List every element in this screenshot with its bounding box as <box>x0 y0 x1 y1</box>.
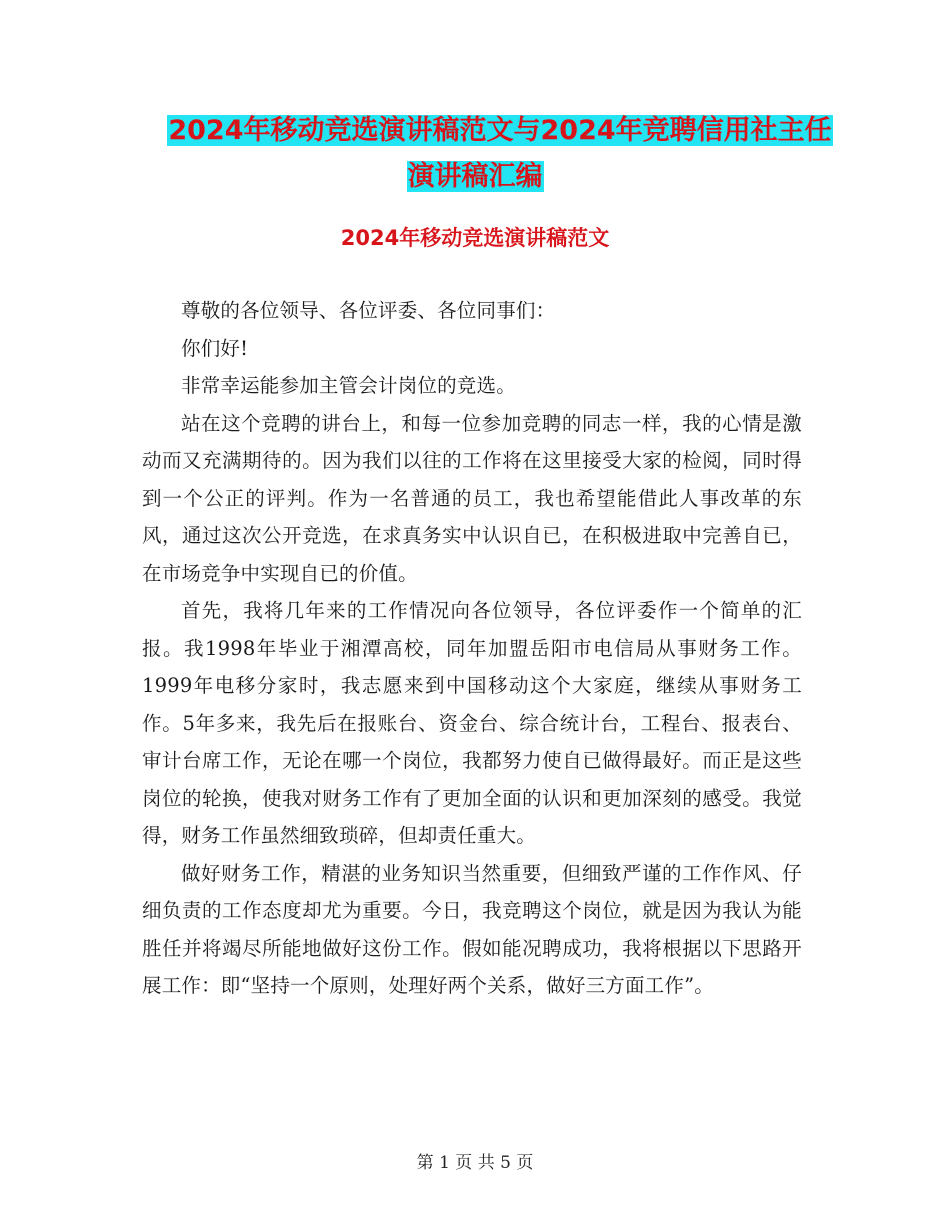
body-paragraph: 首先，我将几年来的工作情况向各位领导，各位评委作一个简单的汇报。我1998年毕业于湘潭高校，同年加盟岳阳市电信局从事财务工作。1999年电移分家时，我志愿来到中国移动这个大家庭，继续从事财务工作。5年多来，我先后在报账台、资金台、综合统计台，工程台、报表台、审计台席工作，无论在哪一个岗位，我都努力使自已做得最好。而正是这些岗位的轮换，使我对财务工作有了更加全面的认识和更加深刻的感受。我觉得，财务工作虽然细致琐碎，但却责任重大。 <box>142 599 802 847</box>
body-paragraph: 站在这个竞聘的讲台上，和每一位参加竞聘的同志一样，我的心情是激动而又充满期待的。因为我们以往的工作将在这里接受大家的检阅，同时得到一个公正的评判。作为一名普通的员工，我也希望能借此人事改革的东风，通过这次公开竞选，在求真务实中认识自已，在积极进取中完善自已，在市场竞争中实现自已的价值。 <box>142 411 802 585</box>
title-highlight: 2024年移动竞选演讲稿范文与2024年竞聘信用社主任 <box>168 115 832 146</box>
body-paragraph: 非常幸运能参加主管会计岗位的竞选。 <box>181 374 516 397</box>
page-number-footer: 第 1 页 共 5 页 <box>416 1153 534 1173</box>
title-highlight: 演讲稿汇编 <box>407 161 543 192</box>
document-title-line-2 <box>0 154 950 200</box>
section-title: 2024年移动竞选演讲稿范文 <box>340 226 610 250</box>
salutation-paragraph: 尊敬的各位领导、各位评委、各位同事们： <box>181 299 556 322</box>
document-title <box>0 108 950 200</box>
body-paragraph: 做好财务工作，精湛的业务知识当然重要，但细致严谨的工作作风、仔细负责的工作态度却尤为重要。今日，我竞聘这个岗位，就是因为我认为能胜任并将竭尽所能地做好这份工作。假如能况聘成功，我将根据以下思路开展工作：即“坚持一个原则，处理好两个关系，做好三方面工作”。 <box>142 861 802 997</box>
greeting-paragraph: 你们好! <box>181 336 249 360</box>
document-body <box>142 292 802 1005</box>
document-title-line-1 <box>0 108 950 154</box>
